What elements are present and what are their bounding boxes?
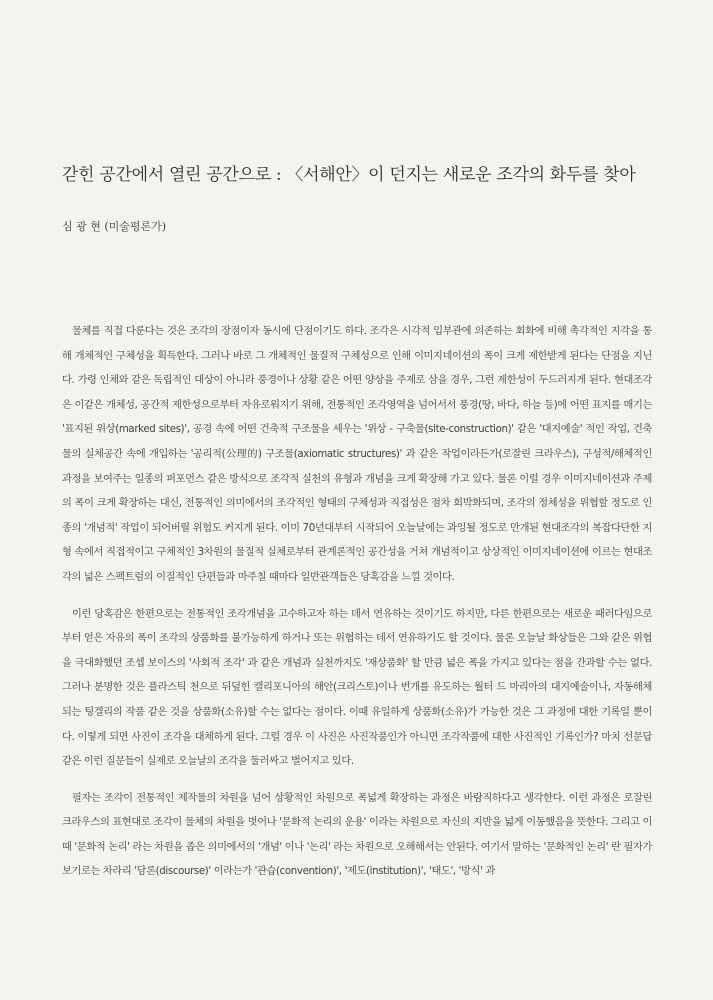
article-body bbox=[62, 320, 652, 897]
article-author: 심 광 현 (미술평론가) bbox=[62, 220, 167, 233]
article-title: 갇힌 공간에서 열린 공간으로 : 〈서해안〉이 던지는 새로운 조각의 화두를 찾아 bbox=[62, 165, 636, 185]
body-paragraph: 이런 당혹감은 한편으로는 전통적인 조각개념을 고수하고자 하는 데서 연유하는 것이기도 하지만, 다른 한편으로는 새로운 패러다임으로부터 얻은 자유의 폭이 조각의 상품화를 불가능하게 하거나 또는 위협하는 데서 연유하기도 할 것이다. 물론 오늘날 화상들은 그와 같은 위협을 극대화했던 조셉 보이스의 '사회적 조각' 과 같은 개념과 실천까지도 '재상품화' 할 만큼 넓은 폭을 가지고 있다는 점을 간과할 수는 없다. 그러나 분명한 것은 플라스틱 천으로 뒤덮힌 캘리포니아의 해안(크리스토)이나 번개를 유도하는 월터 드 마리아의 대지예술이나, 자동해체되는 팅겔리의 작품 같은 것을 상품화(소유)할 수는 없다는 점이다. 이때 유일하게 상품화(소유)가 가능한 것은 그 과정에 대한 기록일 뿐이다. 이렇게 되면 사진이 조각을 대체하게 된다. 그럴 경우 이 사진은 사진작품인가 아니면 조각작품에 대한 사진적인 기록인가? 마치 선문답 같은 이런 질문들이 실제로 오늘날의 조각을 둘러싸고 벌어지고 있다. bbox=[62, 608, 652, 768]
body-paragraph: 물체를 직접 다룬다는 것은 조각의 장점이자 동시에 단점이기도 하다. 조각은 시각적 입부관에 의존하는 회화에 비해 촉각적인 지각을 통해 개체적인 구체성을 획득한다. 그러나 바로 그 개체적인 물질적 구체성으로 인해 이미지네이션의 폭이 크게 제한받게 된다는 단점을 지닌다. 가령 인체와 같은 독립적인 대상이 아니라 풍경이나 상황 같은 어떤 양상을 주제로 삼을 경우, 그런 제한성이 두드러지게 된다. 현대조각은 이같은 개체성, 공간적 제한성으로부터 자유로워지기 위해, 전통적인 조각영역을 넘어서서 풍경(땅, 바다, 하늘 등)에 어떤 표지를 매기는 '표지된 위상(marked sites)', 공경 속에 어떤 건축적 구조물을 세우는 '위상 - 구축물(site-construction)' 같은 '대지예술' 적인 작업, 건축물의 실체공간 속에 개입하는 '공리적(公理的) 구조물(axiomatic structures)' 과 같은 작업이라든가(로잘린 크라우스), 구성적/해체적인 과정을 보여주는 일종의 퍼포먼스 같은 방식으로 조각적 실천의 유형과 개념을 크게 확장해 가고 있다. 물론 이럴 경우 이미지네이션과 주제의 폭이 크게 확장하는 대신, 전통적인 의미에서의 조각적인 형태의 구체성과 직접성은 점차 희박화되며, 조각의 정체성을 위협할 정도로 인종의 '개념적' 작업이 되어버릴 위험도 커지게 된다. 이미 70년대부터 시작되어 오늘날에는 과잉될 정도로 만개된 현대조각의 복잡다단한 지형 속에서 직접적이고 구체적인 3차원의 물질적 실체로부터 관계론적인 공간성을 거쳐 개념적이고 상상적인 이미지네이션에 이르는 현대조각의 넓은 스펙트럼의 이질적인 단편들과 마주칠 때마다 일반관객들은 당혹감을 느낄 것이다. bbox=[62, 326, 652, 583]
body-paragraph: 필자는 조각이 전통적인 제작물의 차원을 넘어 상황적인 차원으로 폭넓게 확장하는 과정은 바람직하다고 생각한다. 이런 과정은 로잘린 크라우스의 표현대로 조각이 물체의 차원을 벗어나 '문화적 논리의 운용' 이라는 차원으로 자신의 지반을 넓게 이동했음을 뜻한다. 그리고 이 때 '문화적 논리' 라는 차원을 좁은 의미에서의 '개념' 이나 '논리' 라는 차원으로 오해해서는 안된다. 여기서 말하는 '문화적인 논리' 란 필자가 보기로는 차라리 '담론(discourse)' 이라는가 '관습(convention)', '제도(institution)', '태도', '방식' 과 bbox=[62, 792, 652, 878]
